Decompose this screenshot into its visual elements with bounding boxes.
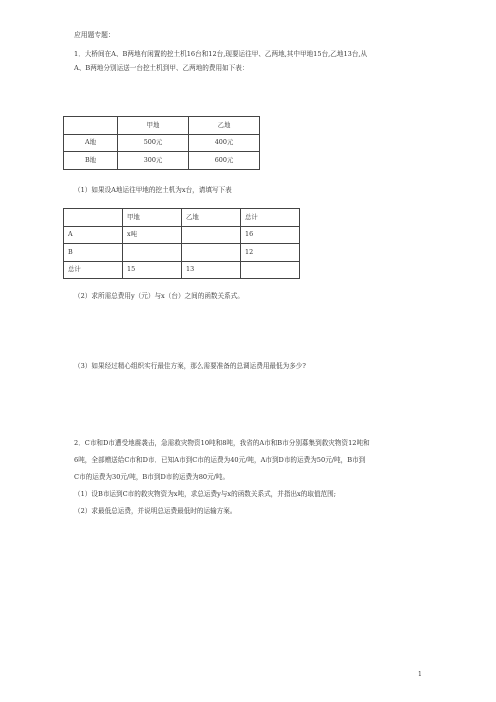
table-row: [64, 152, 260, 170]
problem1-question2: （2）求所需总费用y（元）与x（台）之间的函数关系式。: [74, 292, 244, 300]
problem2-question2: （2）求最低总运费，并说明总运费最低时的运输方案。: [74, 507, 237, 515]
table-cell: 13: [182, 261, 241, 279]
page-number: 1: [418, 671, 422, 678]
table-cell: 总计: [64, 261, 123, 279]
table-header-row: [64, 117, 260, 135]
table-cell: A地: [64, 134, 118, 152]
table-cell: B: [64, 244, 123, 262]
table-cell: 300元: [118, 152, 189, 170]
table-cell: x吨: [123, 226, 182, 244]
table-header-row: [64, 209, 300, 227]
table-header-cell: 乙地: [189, 117, 260, 135]
problem1-text-line1: 1．大桥间在A、B两地有闲置的挖土机16台和12台,现要运往甲、乙两地,其中甲地15台,乙地13台,从: [74, 50, 368, 58]
problem2-text-line3: C市的运费为30元/吨，B市到D市的运费为80元/吨。: [74, 473, 230, 481]
table-cell: [241, 261, 300, 279]
table-header-cell: 总计: [241, 209, 300, 227]
problem1-question1: （1）如果设A地运往甲地的挖土机为x台，请填写下表: [74, 186, 232, 194]
table-cell: [182, 244, 241, 262]
table-cell: B地: [64, 152, 118, 170]
table-row: [64, 244, 300, 262]
problem2-text-line2: 6吨，全部赠送给C市和D市．已知A市到C市的运费为40元/吨，A市到D市的运费为50元/吨，B市到: [74, 456, 366, 464]
table-cell: 400元: [189, 134, 260, 152]
table-cell: 16: [241, 226, 300, 244]
table-header-cell: 甲地: [118, 117, 189, 135]
cost-table: [63, 116, 260, 170]
problem2-text-line1: 2．C市和D市遭受地震袭击，急需救灾物资10吨和8吨，我省的A市和B市分别募集到救灾物资12吨和: [74, 439, 370, 447]
table-cell: [64, 117, 118, 135]
problem2-question1: （1）设B市运到C市的救灾物资为x吨，求总运费y与x的函数关系式，并指出x的取值范围;: [74, 490, 336, 498]
table-cell: 600元: [189, 152, 260, 170]
table-row: [64, 226, 300, 244]
table-row: [64, 261, 300, 279]
table-cell: 15: [123, 261, 182, 279]
page-title: 应用题专题：: [74, 31, 115, 39]
table-cell: [123, 244, 182, 262]
allocation-table: [63, 208, 300, 279]
table-header-cell: 乙地: [182, 209, 241, 227]
table-cell: [182, 226, 241, 244]
problem1-text-line2: A、B两地分别运送一台挖土机到甲、乙两地的费用如下表：: [74, 64, 249, 72]
table-header-cell: 甲地: [123, 209, 182, 227]
problem1-question3: （3）如果经过精心组织实行最佳方案，那么需要准备的总调运费用最低为多少?: [74, 362, 306, 370]
table-cell: [64, 209, 123, 227]
table-cell: 12: [241, 244, 300, 262]
table-cell: A: [64, 226, 123, 244]
table-row: [64, 134, 260, 152]
table-cell: 500元: [118, 134, 189, 152]
